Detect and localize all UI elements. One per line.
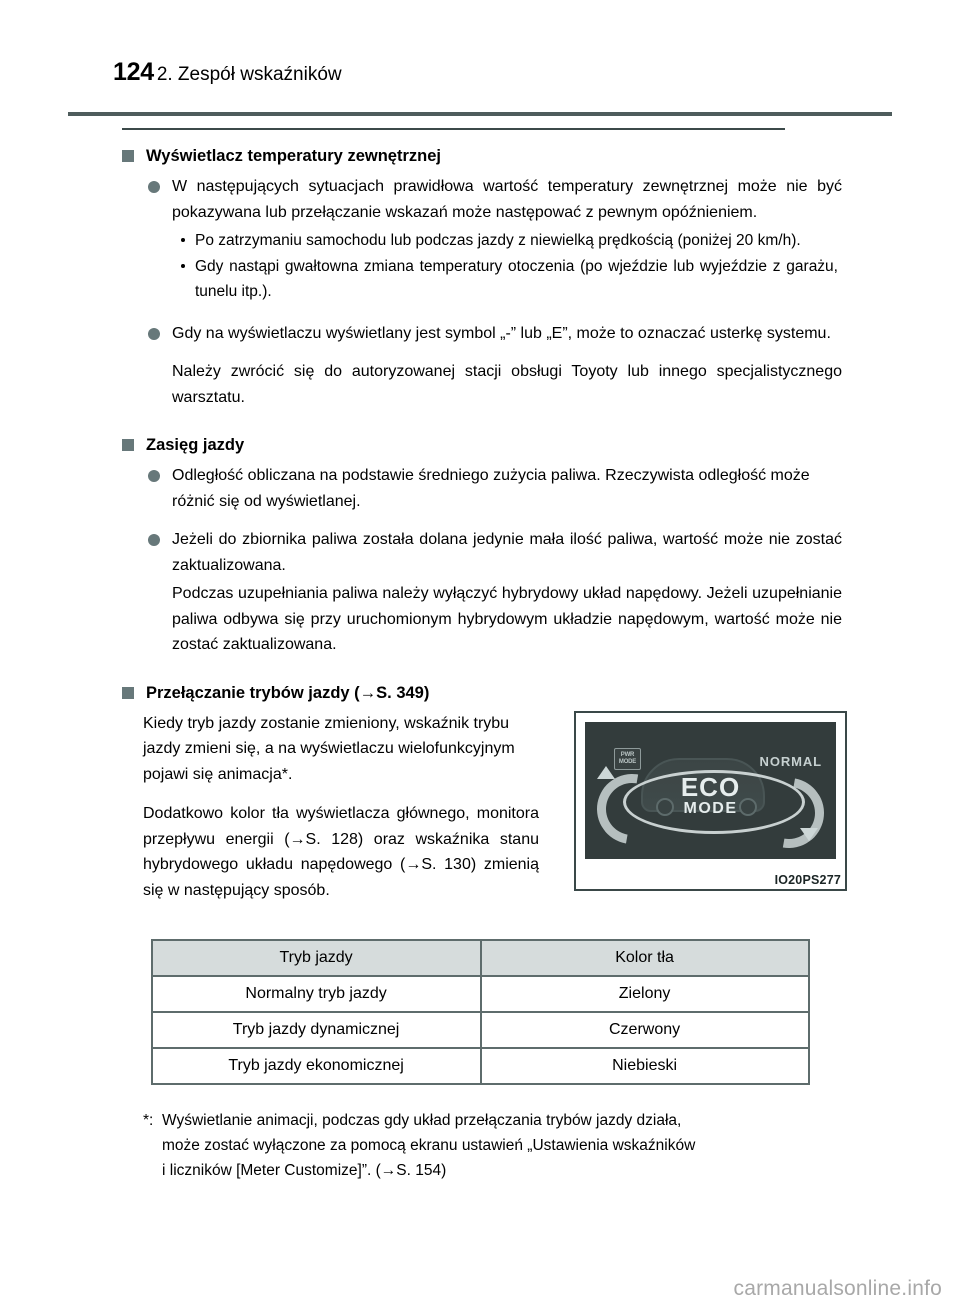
eco-label-line2: MODE: [683, 799, 738, 817]
pwr-icon-line1: PWR: [620, 751, 635, 758]
paragraph-refuelling-advice: Podczas uzupełniania paliwa należy wyłączyć hybrydowy układ napędowy. Jeżeli uzupełnianie paliwa odbywa się przy uruchomionym hybrydowym układzie napędowym, wartość może nie zostać zaktualizowana.: [172, 585, 842, 653]
normal-mode-label: NORMAL: [759, 753, 822, 769]
small-dot-icon: [181, 238, 185, 242]
page-number: 124: [113, 58, 154, 86]
square-bullet-icon: [122, 439, 134, 451]
instrument-display-illustration: [585, 722, 836, 859]
table-header-mode: Tryb jazdy: [152, 940, 481, 976]
round-bullet-icon: [148, 328, 160, 340]
bullet-outside-temp-2: [0, 321, 960, 347]
eco-mode-label: [585, 771, 836, 818]
section-heading-driving-range: [0, 432, 960, 458]
sub-bullet-text: Gdy nastąpi gwałtowna zmiana temperatury otoczenia (po wjeździe lub wyjeździe z garażu, tunelu itp.).: [195, 257, 838, 300]
footnote-line-3: i liczników [Meter Customize]”. (→S. 154): [162, 1162, 447, 1179]
bullet-text: Gdy na wyświetlaczu wyświetlany jest symbol „-” lub „E”, może to oznaczać usterkę systemu.: [172, 324, 831, 342]
table-cell-mode: Tryb jazdy ekonomicznej: [152, 1048, 481, 1084]
sub-bullet-low-speed: [0, 228, 960, 254]
table-row: [152, 1048, 809, 1084]
page-header: [113, 58, 847, 87]
section-heading-outside-temp-display: [0, 143, 960, 169]
square-bullet-icon: [122, 150, 134, 162]
table-row: [152, 1012, 809, 1048]
bullet-text: Jeżeli do zbiornika paliwa została dolana jedynie mała ilość paliwa, wartość może nie zostać zaktualizowana.: [172, 531, 842, 574]
figure-with-text-block: [0, 711, 960, 904]
footnote-line-2: może zostać wyłączone za pomocą ekranu ustawień „Ustawienia wskaźników: [162, 1137, 696, 1154]
bullet-range-2: [0, 527, 960, 578]
figure-eco-mode-display: [574, 711, 847, 891]
table-cell-mode: Normalny tryb jazdy: [152, 976, 481, 1012]
header-rule-thin: [122, 128, 785, 130]
round-bullet-icon: [148, 534, 160, 546]
chapter-title: 2. Zespół wskaźników: [156, 64, 342, 85]
footnote-body: [143, 1108, 832, 1183]
bullet-text: Odległość obliczana na podstawie średniego zużycia paliwa. Rzeczywista odległość może różnić się od wyświetlanej.: [172, 467, 810, 510]
footnote: [0, 1108, 960, 1183]
drive-mode-color-table: [151, 939, 810, 1085]
table-cell-mode: Tryb jazdy dynamicznej: [152, 1012, 481, 1048]
table-cell-color: Czerwony: [481, 1012, 809, 1048]
footnote-line-1: Wyświetlanie animacji, podczas gdy układ przełączania trybów jazdy działa,: [162, 1112, 682, 1129]
square-bullet-icon: [122, 687, 134, 699]
header-rule-thick: [68, 112, 892, 116]
table-header-row: [152, 940, 809, 976]
site-watermark: carmanualsonline.info: [733, 1277, 942, 1300]
figure-caption: IO20PS277: [774, 872, 841, 887]
pwr-icon-line2: MODE: [618, 758, 637, 765]
rotation-arrow-right-head-icon: [800, 828, 818, 841]
round-bullet-icon: [148, 470, 160, 482]
paragraph-service-advice: Należy zwrócić się do autoryzowanej stacji obsługi Toyoty lub innego specjalistycznego warsztatu.: [172, 363, 842, 406]
section-heading-drive-mode-switching: [0, 680, 960, 706]
section-heading-text: Wyświetlacz temperatury zewnętrznej: [146, 147, 441, 165]
eco-label-line1: ECO: [680, 771, 741, 802]
paragraph-background-color: Dodatkowo kolor tła wyświetlacza głównego, monitora przepływu energii (→S. 128) oraz wskaźnika stanu hybrydowego układu napędowego (→S. 130) zmienią się w następujący sposób.: [143, 805, 539, 899]
bullet-range-1: [0, 463, 960, 514]
bullet-outside-temp-1: [0, 174, 960, 225]
table-cell-color: Niebieski: [481, 1048, 809, 1084]
paragraph-mode-change: Kiedy tryb jazdy zostanie zmieniony, wskaźnik trybu jazdy zmieni się, a na wyświetlaczu wielofunkcyjnym pojawi się animacja*.: [143, 714, 515, 783]
table-header-color: Kolor tła: [481, 940, 809, 976]
footnote-mark: *:: [143, 1112, 154, 1129]
section-heading-text: Przełączanie trybów jazdy (→S. 349): [146, 683, 430, 702]
page-content: [0, 143, 960, 1183]
bullet-text: W następujących sytuacjach prawidłowa wartość temperatury zewnętrznej może nie być pokazywana lub przełączanie wskazań może następować z pewnym opóźnieniem.: [172, 178, 842, 221]
sub-bullet-text: Po zatrzymaniu samochodu lub podczas jazdy z niewielką prędkością (poniżej 20 km/h).: [195, 232, 801, 249]
section-heading-text: Zasięg jazdy: [146, 436, 245, 454]
pwr-mode-icon: [614, 748, 641, 770]
drive-mode-description: [143, 711, 539, 904]
small-dot-icon: [181, 264, 185, 268]
table-row: [152, 976, 809, 1012]
table-cell-color: Zielony: [481, 976, 809, 1012]
round-bullet-icon: [148, 181, 160, 193]
sub-bullet-ambient-change: [0, 254, 960, 305]
